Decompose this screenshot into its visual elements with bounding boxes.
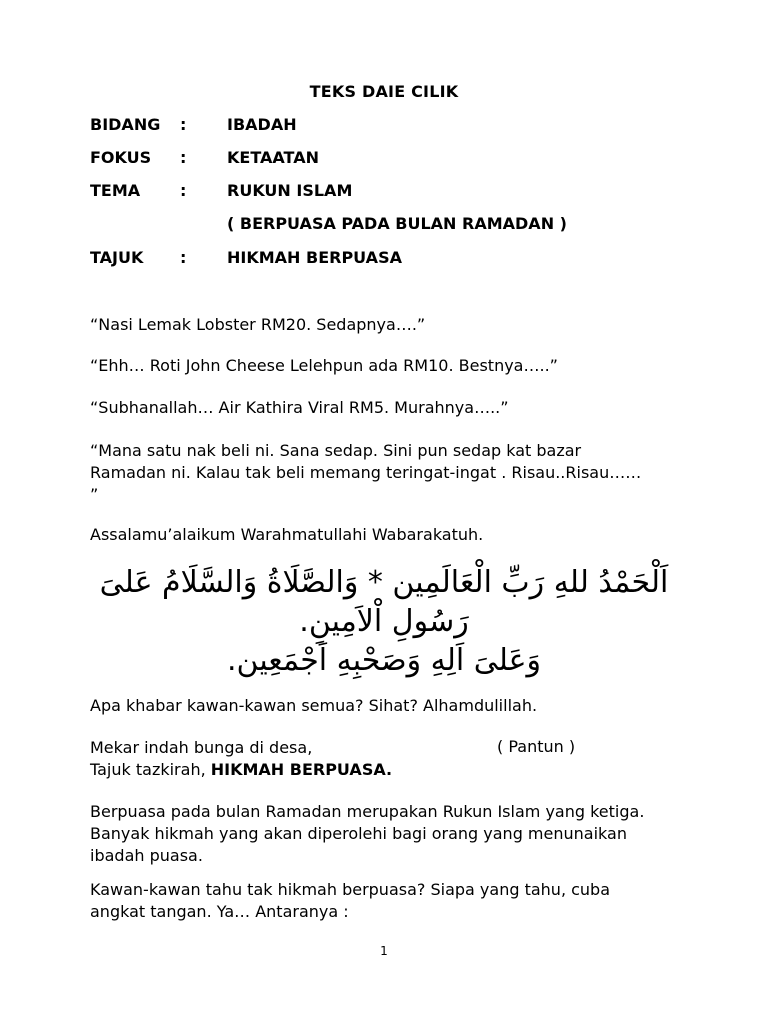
- meta-value: IBADAH: [227, 115, 297, 134]
- paragraph-greeting: Apa khabar kawan-kawan semua? Sihat? Alhamdulillah.: [90, 696, 538, 715]
- pantun-line-2: [90, 759, 680, 781]
- paragraph-roti-john: “Ehh… Roti John Cheese Lelehpun ada RM10. Bestnya…..”: [90, 356, 558, 375]
- paragraph-bazar: “Mana satu nak beli ni. Sana sedap. Sini pun sedap kat bazar Ramadan ni. Kalau tak beli memang teringat-ingat . Risau..Risau…… ”: [90, 441, 642, 504]
- meta-label: BIDANG: [90, 115, 161, 134]
- meta-value: HIKMAH BERPUASA: [227, 248, 402, 267]
- meta-label: TEMA: [90, 181, 141, 200]
- paragraph-salam: Assalamu’alaikum Warahmatullahi Wabarakatuh.: [90, 525, 484, 544]
- meta-value: ( BERPUASA PADA BULAN RAMADAN ): [227, 214, 567, 233]
- pantun-tag: ( Pantun ): [497, 737, 576, 756]
- arabic-praise-line-3: وَعَلىَ اَلِهِ وَصَحْبِهِ اَجْمَعِين.: [226, 643, 542, 678]
- meta-colon: :: [180, 115, 187, 134]
- meta-colon: :: [180, 181, 187, 200]
- page-number: 1: [380, 944, 388, 958]
- document-title: TEKS DAIE CILIK: [309, 82, 459, 101]
- pantun-line-2-prefix: Tajuk tazkirah,: [90, 760, 211, 779]
- meta-label: TAJUK: [90, 248, 144, 267]
- pantun-line-2-topic: HIKMAH BERPUASA.: [210, 760, 393, 779]
- meta-label: FOKUS: [90, 148, 152, 167]
- paragraph-question: Kawan-kawan tahu tak hikmah berpuasa? Siapa yang tahu, cuba angkat tangan. Ya… Antaranya :: [90, 880, 611, 921]
- meta-value: RUKUN ISLAM: [227, 181, 353, 200]
- arabic-praise-line-2: رَسُولِ اْلاَمِينِ.: [299, 604, 469, 639]
- meta-colon: :: [180, 248, 187, 267]
- arabic-praise-line-1: اَلْحَمْدُ للهِ رَبِّ الْعَالَمِين * وَالصَّلَاةُ وَالسَّلَامُ عَلىَ: [99, 565, 669, 600]
- paragraph-air-kathira: “Subhanallah… Air Kathira Viral RM5. Murahnya…..”: [90, 398, 509, 417]
- paragraph-nasi-lemak: “Nasi Lemak Lobster RM20. Sedapnya….”: [90, 315, 426, 334]
- meta-colon: :: [180, 148, 187, 167]
- pantun-line-1: Mekar indah bunga di desa,: [90, 738, 313, 757]
- paragraph-rukun-islam: Berpuasa pada bulan Ramadan merupakan Rukun Islam yang ketiga. Banyak hikmah yang akan diperolehi bagi orang yang menunaikan ibadah puasa.: [90, 802, 645, 865]
- meta-value: KETAATAN: [227, 148, 319, 167]
